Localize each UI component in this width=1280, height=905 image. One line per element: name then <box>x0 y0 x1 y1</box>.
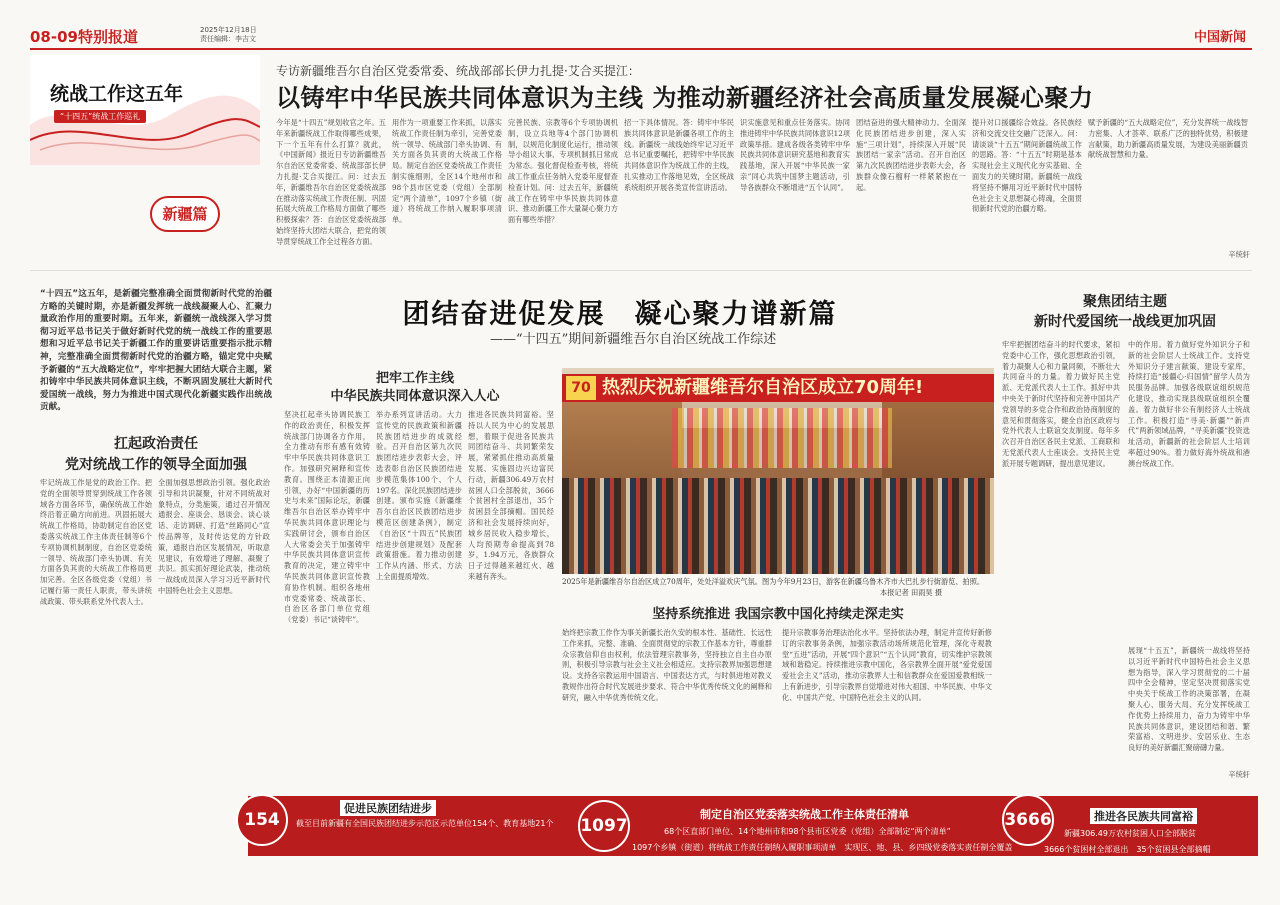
section-1-title: 扛起政治责任 党对统战工作的领导全面加强 <box>65 436 247 473</box>
masthead-logo: 中国新闻 <box>1193 30 1246 45</box>
stat-1-title: 促进民族团结进步 <box>340 800 436 816</box>
section-2-body-2: 举办系列宣讲活动。大力宣传党的民族政策和新疆民族团结进步的成就经验。召开自治区第九次民族团结进步表彰大会，评选表彰自治区民族团结进步模范集体100个、个人197名。深化民族团结进步创建。颁布实施《新疆维吾尔自治区民族团结进步模范区创建条例》，制定《自治区“十四五”民族团结进步创建规划》及配套政策措施。着力推动创建工作从内涵、形式、方法上全面提质增效。 <box>376 410 462 581</box>
section-3-title: 坚持系统推进 我国宗教中国化持续走深走实 <box>652 607 904 622</box>
interview-col-1: 今年是“十四五”规划收官之年。五年来新疆统战工作取得哪些成果，下一个五年有什么打算？就此，《中国新闻》报近日专访新疆维吾尔自治区党委常委、统战部部长伊力扎提·艾合买提江。问：过去五年，新疆维吾尔自治区党委统战部在推动落实统战工作责任制、巩固拓展大统战工作格局方面做了哪些积极探索？答：自治区党委统战部始终坚持大团结大联合，把党的领导贯穿统战工作全过程各方面。 <box>276 118 386 246</box>
photo-credit: 本报记者 田雨昊 摄 <box>880 588 943 597</box>
stat-3-line-1: 新疆306.49万农村贫困人口全部脱贫 <box>1064 829 1196 838</box>
section-divider <box>30 270 1252 271</box>
series-subtitle: “十四五”统战工作巡礼 <box>54 110 146 123</box>
photo-70-tag: 70 <box>566 376 596 400</box>
section-2-body: 坚决扛起牵头协调民族工作的政治责任，积极发挥统战部门协调各方作用，全力推动有形有感有效铸牢中华民族共同体意识工作。加强研究阐释和宣传教育。围绕正本清源正向引领，办好“中国新疆的历史与未来”国际论坛，新疆维吾尔自治区举办铸牢中华民族共同体意识理论与实践研讨会，颁布自治区人大常委会关于加强铸牢中华民族共同体意识宣传教育的决定，建立铸牢中华民族共同体意识宣传教育协作机制。组织各地州市党委常委、统战部长、自治区各部门单位党组（党委）书记“谈铸牢”。 <box>284 410 370 625</box>
feature-title: 团结奋进促发展 凝心聚力谱新篇 <box>402 299 838 330</box>
photo-caption: 2025年是新疆维吾尔自治区成立70周年，处处洋溢欢庆气氛。图为今年9月23日，游客在新疆乌鲁木齐市大巴扎步行街游览、拍照。 <box>562 577 985 586</box>
issue-date: 2025年12月18日 <box>200 26 257 34</box>
interview-col-7: 提升对口援疆综合效益。各民族经济和交流交往交融广泛深入。问：请谈谈“十五五”期间新疆统战工作的思路。答：“十五五”时期是基本实现社会主义现代化夯实基础、全面发力的关键时期。新疆统一战线将坚持不懈用习近平新时代中国特色社会主义思想凝心铸魂，全面贯彻新时代党的治疆方略。 <box>972 118 1082 214</box>
stat-3-title: 推进各民族共同富裕 <box>1090 808 1197 824</box>
interview-col-3: 完善民族、宗教等6个专项协调机制，设立兵地等4个部门协调机制，以规范化制度化运行，推动领导小组议大事、专项机制抓日常成为常态。强化督促检查考核，将统战工作重点任务纳入党委年度督查检查计划。问：过去五年，新疆统战工作在铸牢中华民族共同体意识、推动新疆工作大量凝心聚力方面有哪些举措？ <box>508 118 618 225</box>
section-3-body: 始终把宗教工作作为事关新疆长治久安的根本性、基础性、长远性工作来抓，完整、准确、全面贯彻党的宗教工作基本方针，尊重群众宗教信仰自由权利，依法管理宗教事务，坚持独立自主自办原则，积极引导宗教与社会主义社会相适应。支持宗教界加强思想建设。支持各宗教运用中国语言、中国表达方式，与时俱进地对教义教规作出符合时代发展进步要求、符合中华优秀传统文化的阐释和研究，融入中华优秀传统文化。 <box>562 628 772 702</box>
stat-2-title: 制定自治区党委落实统战工作主体责任清单 <box>700 808 909 821</box>
page-date <box>200 26 257 44</box>
stat-3666-circle: 3666 <box>1002 794 1054 846</box>
region-badge: 新疆篇 <box>150 196 220 232</box>
stat-2-line-2: 1097个乡镇（街道）将统战工作责任制纳入履职事项清单 实现区、地、县、乡四级党委落实责任制全覆盖 <box>632 843 1013 852</box>
series-title: 统战工作这五年 <box>50 83 184 105</box>
stat-1-line: 截至目前新疆有全国民族团结进步示范区示范单位154个、教育基地21个 <box>296 819 554 828</box>
page-number: 08-09特别报道 <box>30 28 138 46</box>
section-1-body-2: 全面加强思想政治引领。强化政治引导和共识凝聚，针对不同统战对象特点，分类施策，通过召开情况通报会、座谈会、恳谈会、谈心谈话、走访调研、打造“丝路同心”宣传品牌等，及时传达党的方针政策，通报自治区发展情况，听取意见建议，有效增进了理解、凝聚了共识。抓实抓好理论武装，推动统一战线成员深入学习习近平新时代中国特色社会主义思想。 <box>158 478 270 595</box>
interview-col-4: 招一下具体情况。答：铸牢中华民族共同体意识是新疆各项工作的主线。新疆统一战线始终牢记习近平总书记重要嘱托，把铸牢中华民族共同体意识作为统战工作的主线，扎实推动工作落地见效，全区统战系统组织开展各类宣传宣讲活动。 <box>624 118 734 192</box>
section-4-title: 聚焦团结主题 新时代爱国统一战线更加巩固 <box>1034 294 1216 330</box>
stat-154-circle: 154 <box>236 794 288 846</box>
interview-col-2: 用作为一项重要工作来抓，以落实统战工作责任制为牵引，完善党委统一领导、统战部门牵头协调、有关方面各负其责的大统战工作格局。制定自治区党委统战工作责任制实施细则，全区14个地州市和98个县市区党委（党组）全部制定“两个清单”，1097个乡镇（街道）将统战工作纳入履职事项清单。 <box>392 118 502 225</box>
page-header <box>30 22 1252 50</box>
section-4-body: 牢牢把握团结奋斗的时代要求，紧扣党委中心工作，强化思想政治引领，着力凝聚人心和力量同频，不断壮大共同奋斗的力量。着力做好民主党派、无党派代表人士工作。抓好中共中央关于新时代坚持和完善中国共产党领导的多党合作和政治协商制度的意见和贯彻落实，健全自治区政府与党外代表人士联谊交友制度。每年多次召开自治区各民主党派、工商联和无党派代表人士座谈会。支持民主党派开展专题调研，提出意见建议。 <box>1002 340 1120 468</box>
section-1-body: 牢记统战工作是党的政治工作。把党的全面领导贯穿到统战工作各领域各方面各环节，确保统战工作始终沿着正确方向前进。巩固拓展大统战工作格局，协助制定自治区党委落实统战工作主体责任制等6个专项协调机制制度，自治区党委统一领导、统战部门牵头协调、有关方面各负其责的大统战工作格局更加完善。全区各级党委（党组）书记履行第一责任人职责，带头讲统战政策、带头联系党外代表人士。 <box>40 478 152 606</box>
stat-1097-circle: 1097 <box>578 800 630 852</box>
interview-col-5: 识实施意见和重点任务落实。协同推进铸牢中华民族共同体意识12项政策举措。建成各级各类铸牢中华民族共同体意识研究基地和教育实践基地，深入开展“中华民族一家亲”同心共筑中国梦主题活动，引导各族群众不断增进“五个认同”。 <box>740 118 850 192</box>
section-4-body-2: 中的作用。着力做好党外知识分子和新的社会阶层人士统战工作。支持党外知识分子建言献策，建设专家库，持续打造“援疆心·归国情”留学人员为民服务品牌。加强各级联谊组织规范化建设，推动实现县级联谊组织全覆盖。着力做好非公有制经济人士统战工作。积极打造“寻美·新疆”“新声代”两新领域品牌，“寻美新疆”投资选址活动，新疆新的社会阶层人士培训率超过90%。着力做好海外统战和港澳台统战工作。 <box>1128 340 1250 468</box>
interview-col-6: 团结奋进的强大精神动力。全面深化民族团结进步创建，深入实施“三项计划”，持续深入开展“民族团结一家亲”活动。召开自治区第九次民族团结进步表彰大会，各族群众像石榴籽一样紧紧抱在一起。 <box>856 118 966 192</box>
interview-kicker: 专访新疆维吾尔自治区党委常委、统战部部长伊力扎提·艾合买提江： <box>276 64 640 78</box>
feature-lede: “十四五”这五年，是新疆完整准确全面贯彻新时代党的治疆方略的关键时期，亦是新疆发挥统一战线凝聚人心、汇聚力量政治作用的重要时期。五年来，新疆统一战线深入学习贯彻习近平总书记关于做好新时代党的统一战线工作的重要思想和习近平总书记关于新疆工作的重要讲话重要指示批示精神，完整准确全面贯彻新时代党的治疆方略，锚定党中央赋予新疆的“五大战略定位”，牢牢把握大团结大联合主题，紧扣铸牢中华民族共同体意识主线，不断巩固发展壮大新时代爱国统一战线，努力为推进中国式现代化新疆实践作出统战贡献。 <box>40 289 272 413</box>
section-3-body-2: 提升宗教事务治理法治化水平。坚持依法办理，制定并宣传好新修订的宗教事务条例，加强宗教活动场所规范化管理，深化寺观教堂“五进”活动，开展“四个意识”“五个认同”教育，切实维护宗教领域和谐稳定。持续推进宗教中国化，各宗教界全面开展“爱党爱国爱社会主义”活动，推动宗教界人士和信教群众在爱国爱教相统一上有新进步，引导宗教界自觉增进对伟大祖国、中华民族、中华文化、中国共产党、中国特色社会主义的认同。 <box>782 628 992 702</box>
series-banner <box>30 55 260 165</box>
interview-col-8: 赋予新疆的“五大战略定位”，充分发挥统一战线智力密集、人才荟萃、联系广泛的独特优势，积极建言献策，助力新疆高质量发展，为建设美丽新疆贡献统战智慧和力量。 <box>1088 118 1248 160</box>
photo-banner-text: 热烈庆祝新疆维吾尔自治区成立70周年! <box>562 374 994 402</box>
section-4-body-3: 展现“十五五”，新疆统一战线将坚持以习近平新时代中国特色社会主义思想为指导，深入学习贯彻党的二十届四中全会精神，坚定坚决贯彻落实党中央关于统战工作的决策部署，在凝聚人心、服务大局、充分发挥统战工作优势上持续用力，奋力为铸牢中华民族共同体意识，建设团结和谐、繁荣富裕、文明进步、安居乐业、生态良好的美好新疆汇聚磅礴力量。 <box>1128 646 1250 753</box>
editor-credit: 责任编辑：李吉文 <box>200 35 256 43</box>
section-2-body-3: 推进各民族共同富裕。坚持以人民为中心的发展思想，着眼于促进各民族共同团结奋斗、共同繁荣发展，紧紧抓住推动高质量发展、实施固边兴边富民行动，新疆306.49万农村贫困人口全部脱贫，3666个贫困村全部退出，35个贫困县全部摘帽。国民经济和社会发展持续向好，城乡居民收入稳步增长，人均预期寿命提高到78岁，1.94万元，各族群众日子过得越来越红火、越来越有奔头。 <box>468 410 554 581</box>
interview-headline: 以铸牢中华民族共同体意识为主线 为推动新疆经济社会高质量发展凝心聚力 <box>276 83 1094 112</box>
feature-author: 辛统轩 <box>1228 770 1250 779</box>
feature-subtitle: ——“十四五”期间新疆维吾尔自治区统战工作综述 <box>490 332 777 347</box>
interview-author: 辛统轩 <box>1228 250 1250 259</box>
section-2-title: 把牢工作主线 中华民族共同体意识深入人心 <box>330 371 500 404</box>
stat-2-line-1: 68个区直部门单位、14个地州市和98个县市区党委（党组）全部制定“两个清单” <box>664 827 951 836</box>
celebration-photo <box>562 368 994 574</box>
stat-3-line-2: 3666个贫困村全部退出 35个贫困县全部摘帽 <box>1044 845 1211 854</box>
